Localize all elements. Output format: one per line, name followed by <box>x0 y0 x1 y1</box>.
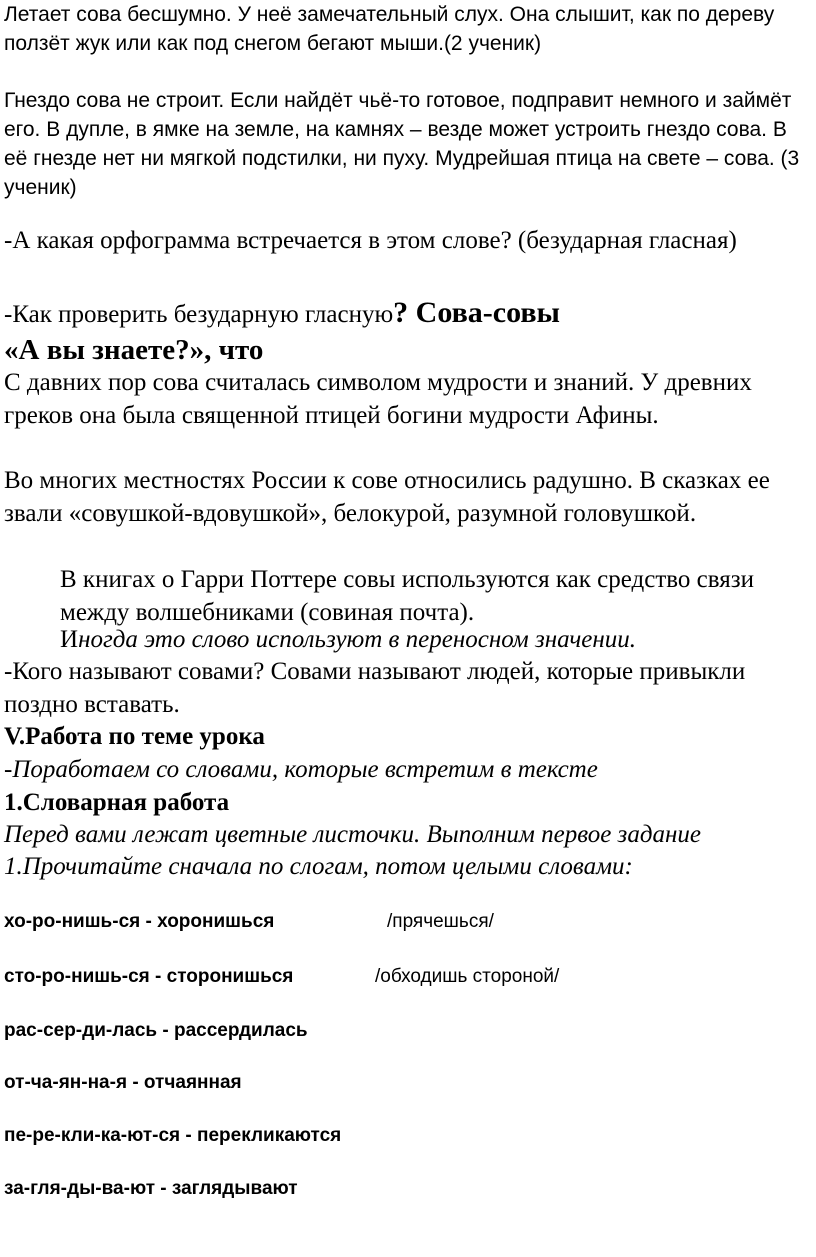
fact-symbol-of-wisdom: С давних пор сова считалась символом мудрости и знаний. У древних греков она была священной птицей богини мудрости Афины. <box>4 369 752 429</box>
vocab-item <box>4 1124 341 1148</box>
vocab-word: хо-ро-нишь-ся - хоронишься <box>4 911 275 932</box>
did-you-know-title: «А вы знаете?», что <box>4 334 264 366</box>
vocab-word: сто-ро-нишь-ся - сторонишься <box>4 966 294 987</box>
section-v-title: V.Работа по теме урока <box>4 723 265 750</box>
task-line-2: 1.Прочитайте сначала по слогам, потом целыми словами: <box>4 853 633 880</box>
vocab-word: рас-сер-ди-лась - рассердилась <box>4 1020 308 1041</box>
intro-paragraph-1: Летает сова бесшумно. У неё замечательный слух. Она слышит, как по дереву ползёт жук или как под снегом бегают мыши.(2 ученик) <box>4 3 775 55</box>
section-v-intro: -Поработаем со словами, которые встретим в тексте <box>4 756 598 783</box>
vocab-item <box>4 1071 242 1095</box>
task-line-1: Перед вами лежат цветные листочки. Выполним первое задание <box>4 821 701 848</box>
vocab-item <box>4 1177 298 1201</box>
vocab-meaning: /прячешься/ <box>387 911 494 932</box>
vocab-item <box>4 1019 308 1043</box>
question-check-vowel <box>4 296 814 331</box>
fact-russia: Во многих местностях России к сове относились радушно. В сказках ее звали «совушкой-вдовушкой», белокурой, разумной головушкой. <box>4 467 770 527</box>
question-check-vowel-text: -Как проверить безударную гласную <box>4 301 394 328</box>
intro-paragraph-2: Гнездо сова не строит. Если найдёт чьё-то готовое, подправит немного и займёт его. В дупле, в ямке на земле, на камнях – везде может устроить гнездо сова. В её гнезде нет ни мягкой подстилки, ни пуху. Мудрейшая птица на свете – сова. (3 ученик) <box>4 89 800 199</box>
figurative-rest: ногда это слово используют в переносном значении. <box>78 626 636 653</box>
question-check-vowel-answer: ? Сова-совы <box>393 296 560 329</box>
vocab-meaning: /обходишь стороной/ <box>375 966 560 987</box>
figurative-meaning <box>4 623 814 656</box>
vocab-word: от-ча-ян-на-я - отчаянная <box>4 1072 242 1093</box>
vocab-item <box>4 965 559 989</box>
vocab-word: пе-ре-кли-ка-ют-ся - перекликаются <box>4 1125 342 1146</box>
vocab-item <box>4 910 494 934</box>
question-orthogram: -А какая орфограмма встречается в этом слове? (безударная гласная) <box>4 227 737 254</box>
figurative-first-letter: И <box>60 626 79 653</box>
owls-question: -Кого называют совами? Совами называют людей, которые привыкли поздно вставать. <box>4 658 746 718</box>
vocab-word: за-гля-ды-ва-ют - заглядывают <box>4 1178 298 1199</box>
vocab-title: 1.Словарная работа <box>4 789 230 816</box>
fact-harry-potter: В книгах о Гарри Поттере совы используются как средство связи между волшебниками (совиная почта). <box>60 566 754 626</box>
